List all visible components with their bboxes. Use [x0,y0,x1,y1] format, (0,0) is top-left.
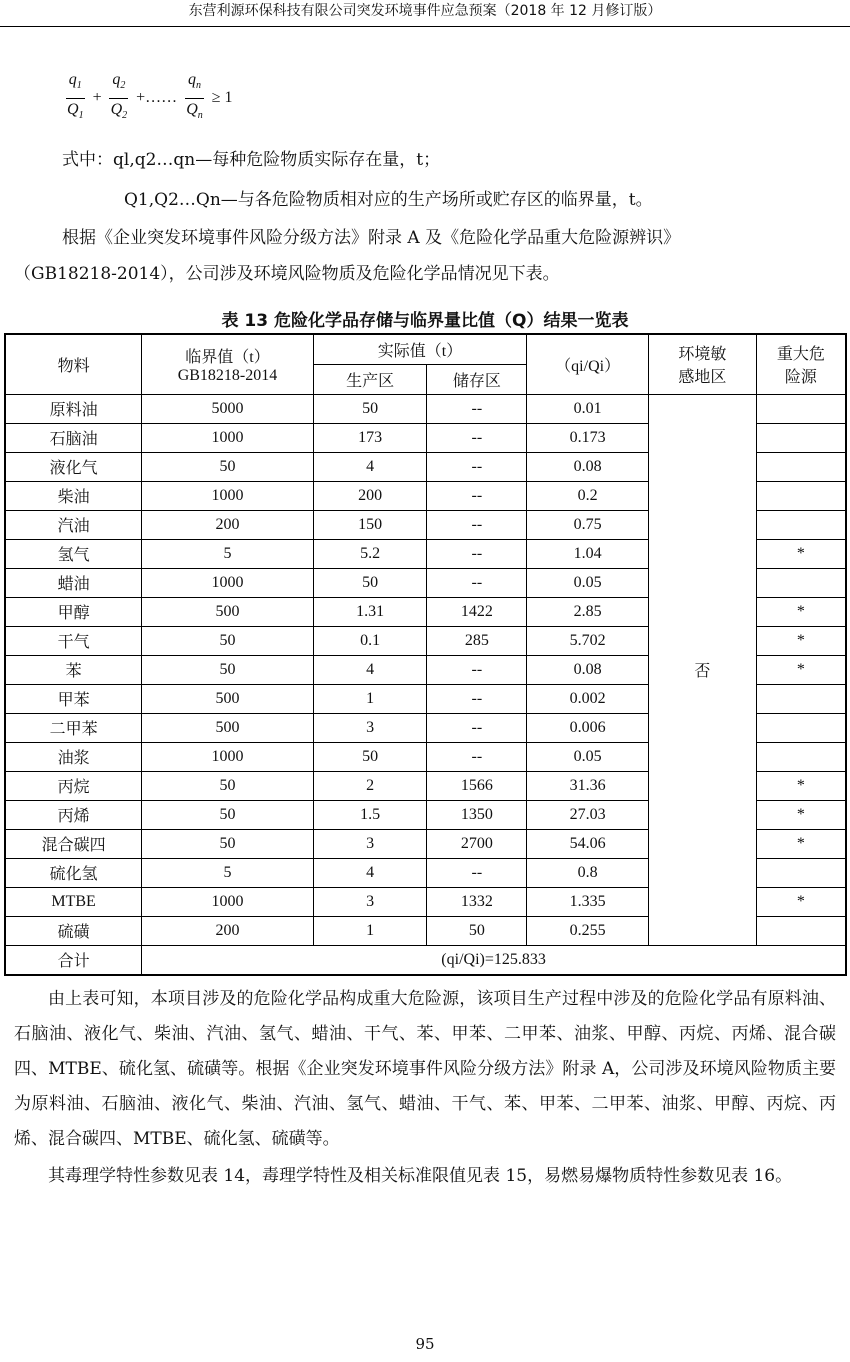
header-material: 物料 [5,334,142,394]
cell-threshold: 1000 [142,481,314,510]
cell-major: * [756,626,846,655]
cell-threshold: 5 [142,539,314,568]
intro-line-1: 根据《企业突发环境事件风险分级方法》附录 A 及《危险化学品重大危险源辨识》 [62,228,681,248]
body-paragraphs [14,982,836,1194]
cell-threshold: 200 [142,510,314,539]
cell-ratio: 27.03 [527,800,649,829]
cell-ratio: 54.06 [527,829,649,858]
cell-threshold: 50 [142,829,314,858]
cell-threshold: 50 [142,800,314,829]
cell-storage: -- [427,452,527,481]
cell-ratio: 0.006 [527,713,649,742]
hazard-table [4,333,847,976]
cell-name: 混合碳四 [5,829,142,858]
cell-production: 50 [313,742,427,771]
cell-production: 4 [313,655,427,684]
cell-production: 1.5 [313,800,427,829]
formula-legend-1: 式中：ql,q2…qn—每种危险物质实际存在量，t； [62,150,441,170]
cell-major: * [756,539,846,568]
cell-name: 氢气 [5,539,142,568]
cell-name: 甲苯 [5,684,142,713]
cell-major [756,423,846,452]
cell-production: 50 [313,394,427,423]
cell-storage: -- [427,539,527,568]
cell-storage: 285 [427,626,527,655]
cell-ratio: 0.05 [527,568,649,597]
cell-ratio: 0.002 [527,684,649,713]
cell-name: 苯 [5,655,142,684]
cell-ratio: 0.08 [527,452,649,481]
cell-storage: -- [427,510,527,539]
cell-threshold: 50 [142,771,314,800]
cell-env-sensitive: 否 [649,394,757,945]
cell-storage: 1422 [427,597,527,626]
table-title: 表 13 危险化学品存储与临界量比值（Q）结果一览表 [221,311,629,331]
cell-threshold: 5000 [142,394,314,423]
cell-major: * [756,829,846,858]
cell-major: * [756,771,846,800]
cell-threshold: 50 [142,655,314,684]
cell-threshold: 1000 [142,423,314,452]
cell-threshold: 1000 [142,742,314,771]
cell-production: 50 [313,568,427,597]
intro-line-2: （GB18218-2014），公司涉及环境风险物质及危险化学品情况见下表。 [14,264,560,284]
cell-ratio: 2.85 [527,597,649,626]
cell-major [756,858,846,887]
cell-storage: -- [427,858,527,887]
total-label: 合计 [5,945,142,975]
header-threshold: 临界值（t） GB18218-2014 [142,334,314,394]
cell-name: 液化气 [5,452,142,481]
cell-production: 3 [313,713,427,742]
cell-major [756,916,846,945]
cell-ratio: 0.05 [527,742,649,771]
cell-major [756,481,846,510]
sum-ratio-formula: $\frac{q_1}{Q_1}$ + $\frac{q_2}{Q_2}$ +…… $\frac{q_n}{Q_n}$ ≥ 1 [62,70,237,126]
fraction-1: $\frac{q_1}{Q_1}$ [67,71,84,121]
cell-ratio: 5.702 [527,626,649,655]
header-major-hazard: 重大危 险源 [756,334,846,394]
header-ratio: （qi/Qi） [527,334,649,394]
cell-production: 173 [313,423,427,452]
cell-ratio: 0.01 [527,394,649,423]
cell-production: 4 [313,452,427,481]
cell-ratio: 0.173 [527,423,649,452]
cell-production: 3 [313,887,427,916]
cell-production: 1 [313,684,427,713]
cell-storage: 1350 [427,800,527,829]
cell-threshold: 50 [142,626,314,655]
cell-name: 干气 [5,626,142,655]
cell-storage: 50 [427,916,527,945]
cell-name: MTBE [5,887,142,916]
cell-name: 甲醇 [5,597,142,626]
cell-major [756,742,846,771]
cell-ratio: 0.8 [527,858,649,887]
cell-name: 硫磺 [5,916,142,945]
paragraph-reference: 其毒理学特性参数见表 14，毒理学特性及相关标准限值见表 15，易燃易爆物质特性参数见表 16。 [48,1166,793,1186]
cell-threshold: 1000 [142,887,314,916]
cell-production: 4 [313,858,427,887]
cell-storage: -- [427,568,527,597]
cell-storage: -- [427,713,527,742]
cell-production: 0.1 [313,626,427,655]
cell-production: 1 [313,916,427,945]
cell-threshold: 5 [142,858,314,887]
cell-threshold: 50 [142,452,314,481]
cell-storage: -- [427,481,527,510]
cell-ratio: 0.2 [527,481,649,510]
cell-storage: 1566 [427,771,527,800]
cell-production: 150 [313,510,427,539]
header-actual: 实际值（t） [313,334,526,364]
cell-major [756,394,846,423]
cell-storage: -- [427,684,527,713]
total-value: (qi/Qi)=125.833 [142,945,846,975]
header-storage: 储存区 [427,364,527,394]
paragraph-summary: 由上表可知，本项目涉及的危险化学品构成重大危险源，该项目生产过程中涉及的危险化学品有原料油、石脑油、液化气、柴油、汽油、氢气、蜡油、干气、苯、甲苯、二甲苯、油浆、甲醇、丙烷、丙烯、混合碳四、MTBE、硫化氢、硫磺等。根据《企业突发环境事件风险分级方法》附录 A，公司涉及环境风险物质主要为原料油、石脑油、液化气、柴油、汽油、氢气、蜡油、干气、苯、甲苯、二甲苯、油浆、甲醇、丙烷、丙烯、混合碳四、MTBE、硫化氢、硫磺等。 [14,989,836,1149]
cell-name: 原料油 [5,394,142,423]
cell-name: 硫化氢 [5,858,142,887]
cell-name: 油浆 [5,742,142,771]
cell-threshold: 200 [142,916,314,945]
cell-major [756,510,846,539]
cell-ratio: 0.75 [527,510,649,539]
cell-storage: 2700 [427,829,527,858]
cell-name: 石脑油 [5,423,142,452]
cell-name: 汽油 [5,510,142,539]
cell-name: 二甲苯 [5,713,142,742]
cell-storage: -- [427,655,527,684]
fraction-2: $\frac{q_2}{Q_2}$ [110,71,128,121]
cell-production: 1.31 [313,597,427,626]
cell-ratio: 0.08 [527,655,649,684]
cell-storage: -- [427,742,527,771]
cell-storage: -- [427,394,527,423]
cell-ratio: 1.04 [527,539,649,568]
cell-storage: -- [427,423,527,452]
cell-major: * [756,800,846,829]
cell-name: 丙烷 [5,771,142,800]
header-production: 生产区 [313,364,427,394]
cell-major: * [756,655,846,684]
cell-major [756,568,846,597]
formula-legend-2: Q1,Q2…Qn—与各危险物质相对应的生产场所或贮存区的临界量，t。 [124,190,653,210]
cell-ratio: 1.335 [527,887,649,916]
cell-major [756,713,846,742]
cell-production: 5.2 [313,539,427,568]
header-env-sensitive: 环境敏 感地区 [649,334,757,394]
cell-ratio: 31.36 [527,771,649,800]
cell-major [756,452,846,481]
cell-ratio: 0.255 [527,916,649,945]
cell-major [756,684,846,713]
table-row [5,394,846,423]
cell-production: 200 [313,481,427,510]
cell-threshold: 1000 [142,568,314,597]
cell-name: 柴油 [5,481,142,510]
cell-threshold: 500 [142,597,314,626]
page-header: 东营利源环保科技有限公司突发环境事件应急预案（2018 年 12 月修订版） [0,0,850,27]
cell-major: * [756,597,846,626]
cell-name: 丙烯 [5,800,142,829]
cell-production: 2 [313,771,427,800]
cell-production: 3 [313,829,427,858]
cell-major: * [756,887,846,916]
cell-threshold: 500 [142,684,314,713]
cell-storage: 1332 [427,887,527,916]
cell-threshold: 500 [142,713,314,742]
fraction-n: $\frac{q_n}{Q_n}$ [186,71,203,121]
page-number: 95 [415,1335,435,1353]
cell-name: 蜡油 [5,568,142,597]
